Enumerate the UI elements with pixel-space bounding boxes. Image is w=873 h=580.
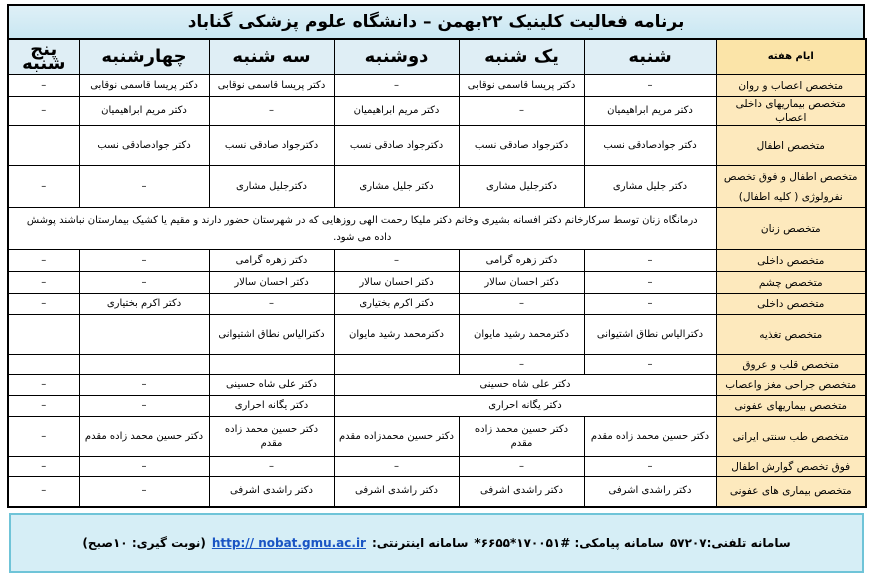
schedule-cell: دکتر حسین محمد زاده مقدم bbox=[459, 417, 584, 457]
specialty-cell: متخصص اطفال bbox=[716, 126, 866, 166]
schedule-cell: دکتر راشدی اشرفی bbox=[334, 477, 459, 507]
table-row bbox=[8, 396, 866, 417]
schedule-cell: – bbox=[8, 272, 79, 294]
schedule-cell: دکتر حسین محمد زاده مقدم bbox=[209, 417, 334, 457]
specialty-cell: متخصص بیماریهای داخلی اعصاب bbox=[716, 97, 866, 126]
schedule-cell: دکتر راشدی اشرفی bbox=[209, 477, 334, 507]
schedule-cell: – bbox=[8, 166, 79, 208]
schedule-cell: – bbox=[8, 294, 79, 315]
schedule-cell: دکتر مریم ابراهیمیان bbox=[334, 97, 459, 126]
booking-time-label: (نوبت گیری: ۱۰صبح) bbox=[82, 536, 206, 550]
schedule-cell: – bbox=[79, 250, 209, 272]
schedule-cell: – bbox=[8, 417, 79, 457]
table-row bbox=[8, 97, 866, 126]
schedule-cell: دکتر مریم ابراهیمیان bbox=[584, 97, 716, 126]
table-row bbox=[8, 75, 866, 97]
table-row bbox=[8, 250, 866, 272]
specialty-cell: متخصص بیماریهای عفونی bbox=[716, 396, 866, 417]
phone-system-label: سامانه تلفنی:۵۷۲۰۷ bbox=[669, 536, 791, 550]
schedule-cell: دکتر یگانه احراری bbox=[209, 396, 334, 417]
schedule-cell: – bbox=[584, 272, 716, 294]
schedule-cell: – bbox=[334, 457, 459, 477]
day-header-thursday: پنج شنبه bbox=[8, 39, 79, 75]
page-title: برنامه فعالیت کلینیک ۲۲بهمن – دانشگاه علوم پزشکی گناباد bbox=[7, 4, 865, 38]
schedule-cell: – bbox=[334, 75, 459, 97]
schedule-cell bbox=[8, 315, 79, 355]
schedule-cell: – bbox=[584, 355, 716, 375]
schedule-cell: دکتر احسان سالار bbox=[209, 272, 334, 294]
schedule-cell: – bbox=[8, 250, 79, 272]
schedule-cell: دکتر راشدی اشرفی bbox=[459, 477, 584, 507]
booking-website-link[interactable]: http:// nobat.gmu.ac.ir bbox=[211, 536, 366, 550]
schedule-cell: دکتر راشدی اشرفی bbox=[584, 477, 716, 507]
schedule-cell: دکتر علی شاه حسینی bbox=[209, 375, 334, 396]
day-header-saturday: شنبه bbox=[584, 39, 716, 75]
schedule-cell: – bbox=[334, 250, 459, 272]
schedule-cell-merged: دکتر علی شاه حسینی bbox=[334, 375, 716, 396]
schedule-cell: دکترجواد صادقی نسب bbox=[334, 126, 459, 166]
schedule-cell: – bbox=[79, 396, 209, 417]
specialty-cell: فوق تخصص گوارش اطفال bbox=[716, 457, 866, 477]
week-days-label: ایام هفته bbox=[716, 39, 866, 75]
specialty-cell: متخصص طب سنتی ایرانی bbox=[716, 417, 866, 457]
table-row bbox=[8, 457, 866, 477]
schedule-cell: – bbox=[79, 457, 209, 477]
schedule-cell: دکتر پریسا قاسمی نوقابی bbox=[79, 75, 209, 97]
schedule-cell: – bbox=[8, 75, 79, 97]
schedule-cell: – bbox=[459, 97, 584, 126]
schedule-cell: دکتر پریسا قاسمی نوقابی bbox=[209, 75, 334, 97]
web-system-label: سامانه اینترنتی: bbox=[371, 536, 469, 550]
schedule-cell: دکترجواد صادقی نسب bbox=[209, 126, 334, 166]
schedule-cell: – bbox=[79, 166, 209, 208]
schedule-cell: دکتر زهره گرامی bbox=[209, 250, 334, 272]
day-header-monday: دوشنبه bbox=[334, 39, 459, 75]
schedule-cell: دکترجلیل مشاری bbox=[209, 166, 334, 208]
schedule-cell: – bbox=[459, 457, 584, 477]
schedule-cell: دکترمحمد رشید مایوان bbox=[459, 315, 584, 355]
schedule-cell: دکتر حسین محمد زاده مقدم bbox=[79, 417, 209, 457]
table-row bbox=[8, 126, 866, 166]
table-row bbox=[8, 375, 866, 396]
schedule-cell: – bbox=[79, 477, 209, 507]
table-row bbox=[8, 294, 866, 315]
schedule-cell: دکترالیاس نطاق اشتیوانی bbox=[584, 315, 716, 355]
table-row bbox=[8, 208, 866, 250]
schedule-cell: – bbox=[584, 75, 716, 97]
schedule-cell bbox=[334, 355, 459, 375]
schedule-cell: – bbox=[209, 294, 334, 315]
sms-system-label: سامانه پیامکی: #۱۷۰۰۵۱*۶۶۵۵* bbox=[474, 536, 664, 550]
schedule-cell: دکتر حسین محمد زاده مقدم bbox=[584, 417, 716, 457]
schedule-cell: – bbox=[584, 457, 716, 477]
schedule-cell: – bbox=[8, 477, 79, 507]
day-header-sunday: یک شنبه bbox=[459, 39, 584, 75]
schedule-cell: – bbox=[8, 375, 79, 396]
schedule-cell bbox=[8, 355, 79, 375]
schedule-cell: دکتر اکرم بختیاری bbox=[79, 294, 209, 315]
schedule-cell: – bbox=[8, 97, 79, 126]
specialty-cell: متخصص تغذیه bbox=[716, 315, 866, 355]
specialty-cell: متخصص چشم bbox=[716, 272, 866, 294]
schedule-cell: – bbox=[209, 97, 334, 126]
specialty-cell: متخصص بیماری های عفونی bbox=[716, 477, 866, 507]
table-row bbox=[8, 417, 866, 457]
specialty-cell: متخصص زنان bbox=[716, 208, 866, 250]
table-row bbox=[8, 355, 866, 375]
specialty-cell: متخصص داخلی bbox=[716, 294, 866, 315]
schedule-cell: دکتر احسان سالار bbox=[334, 272, 459, 294]
specialty-cell: متخصص جراحی مغز واعصاب bbox=[716, 375, 866, 396]
schedule-cell: – bbox=[584, 294, 716, 315]
table-row bbox=[8, 315, 866, 355]
specialty-cell: متخصص اطفال و فوق تخصص نفرولوژی ( کلیه اطفال) bbox=[716, 166, 866, 208]
schedule-cell: – bbox=[209, 457, 334, 477]
day-header-wednesday: چهارشنبه bbox=[79, 39, 209, 75]
gynecology-note: درمانگاه زنان توسط سرکارخانم دکتر افسانه بشیری وخانم دکتر ملیکا رحمت الهی روزهایی که در شهرستان حضور دارند و مقیم یا کشیک بیمارستان نباشند پوشش داده می شود. bbox=[8, 208, 716, 250]
schedule-cell: – bbox=[8, 457, 79, 477]
schedule-cell: – bbox=[459, 294, 584, 315]
day-header-tuesday: سه شنبه bbox=[209, 39, 334, 75]
specialty-cell: متخصص اعصاب و روان bbox=[716, 75, 866, 97]
schedule-cell: دکتر زهره گرامی bbox=[459, 250, 584, 272]
schedule-cell: دکتر جلیل مشاری bbox=[584, 166, 716, 208]
schedule-cell: دکتر مریم ابراهیمیان bbox=[79, 97, 209, 126]
schedule-cell: دکتر جلیل مشاری bbox=[334, 166, 459, 208]
schedule-cell: دکتر پریسا قاسمی نوقابی bbox=[459, 75, 584, 97]
schedule-cell bbox=[209, 355, 334, 375]
header-row bbox=[8, 39, 866, 75]
specialty-cell: متخصص داخلی bbox=[716, 250, 866, 272]
schedule-cell: دکتر اکرم بختیاری bbox=[334, 294, 459, 315]
schedule-cell: – bbox=[584, 250, 716, 272]
schedule-cell: دکتر حسین محمدزاده مقدم bbox=[334, 417, 459, 457]
table-row bbox=[8, 272, 866, 294]
schedule-cell bbox=[79, 315, 209, 355]
schedule-cell bbox=[79, 355, 209, 375]
specialty-cell: متخصص قلب و عروق bbox=[716, 355, 866, 375]
schedule-cell: دکتر احسان سالار bbox=[459, 272, 584, 294]
booking-info-footer bbox=[9, 513, 864, 573]
schedule-table bbox=[7, 38, 867, 508]
schedule-cell-merged: دکتر یگانه احراری bbox=[334, 396, 716, 417]
schedule-cell: دکتر جوادصادقی نسب bbox=[79, 126, 209, 166]
table-row bbox=[8, 166, 866, 208]
table-row bbox=[8, 477, 866, 507]
schedule-cell: – bbox=[79, 272, 209, 294]
schedule-cell: – bbox=[459, 355, 584, 375]
schedule-cell: دکترجلیل مشاری bbox=[459, 166, 584, 208]
schedule-cell: دکترجواد صادقی نسب bbox=[459, 126, 584, 166]
schedule-cell: – bbox=[79, 375, 209, 396]
schedule-cell: دکتر جوادصادقی نسب bbox=[584, 126, 716, 166]
schedule-cell bbox=[8, 126, 79, 166]
schedule-cell: – bbox=[8, 396, 79, 417]
schedule-cell: دکترالیاس نطاق اشتیوانی bbox=[209, 315, 334, 355]
schedule-cell: دکترمحمد رشید مایوان bbox=[334, 315, 459, 355]
